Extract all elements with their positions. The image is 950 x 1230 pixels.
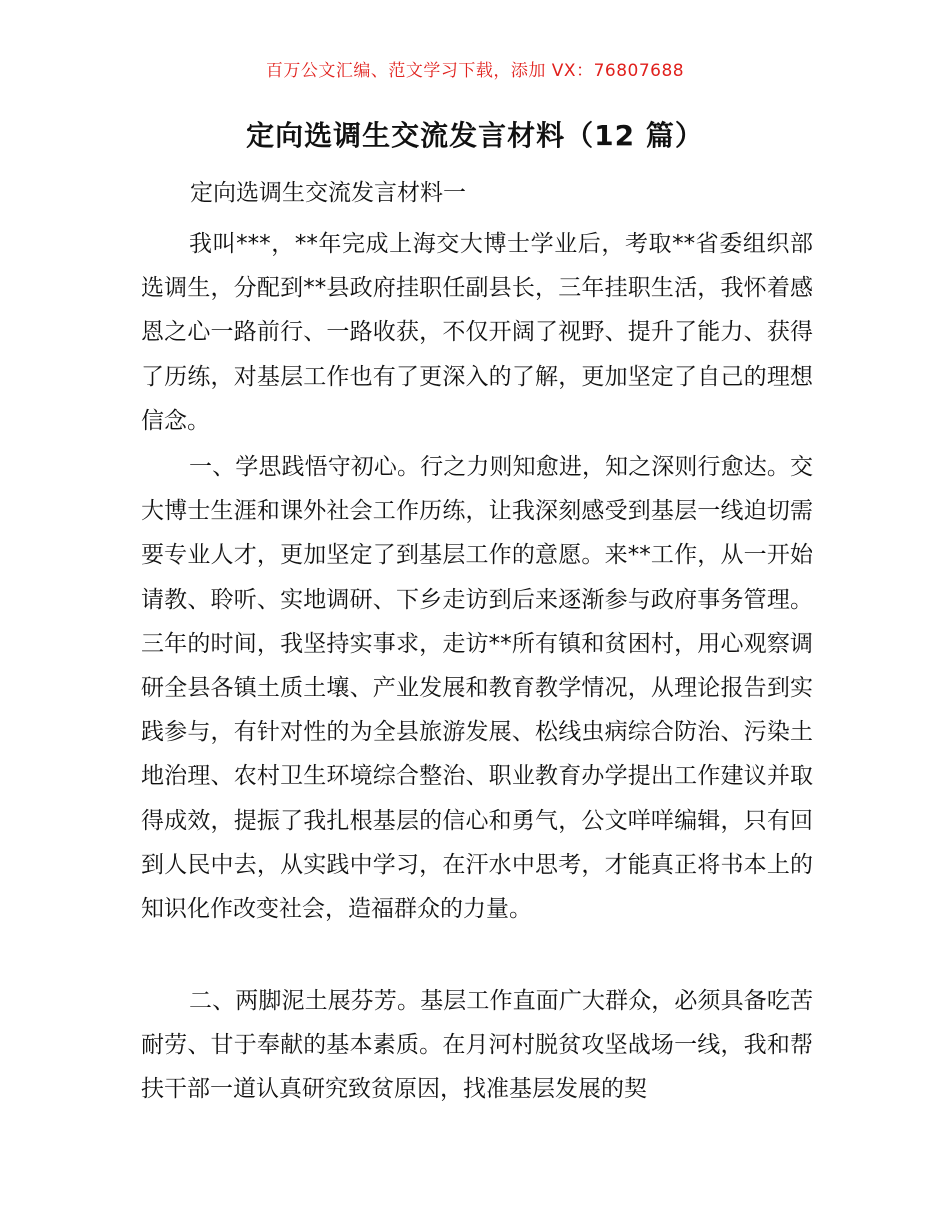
paragraph-section-two: 二、两脚泥土展芬芳。基层工作直面广大群众，必须具备吃苦耐劳、甘于奉献的基本素质。在月河村脱贫攻坚战场一线，我和帮扶干部一道认真研究致贫原因，找准基层发展的契 [141, 988, 813, 1103]
header-banner: 百万公文汇编、范文学习下载，添加 VX：76807688 [265, 61, 685, 81]
paragraph-section-one: 一、学思践悟守初心。行之力则知愈进，知之深则行愈达。交大博士生涯和课外社会工作历练，让我深刻感受到基层一线迫切需要专业人才，更加坚定了到基层工作的意愿。来**工作，从一开始请教、聆听、实地调研、下乡走访到后来逐渐参与政府事务管理。三年的时间，我坚持实事求，走访**所有镇和贫困村，用心观察调研全县各镇土质土壤、产业发展和教育教学情况，从理论报告到实践参与，有针对性的为全县旅游发展、松线虫病综合防治、污染土地治理、农村卫生环境综合整治、职业教育办学提出工作建议并取得成效，提振了我扎根基层的信心和勇气，公文咩咩编辑，只有回到人民中去，从实践中学习，在汗水中思考，才能真正将书本上的知识化作改变社会，造福群众的力量。 [141, 454, 813, 923]
page-title: 定向选调生交流发言材料（12 篇） [246, 119, 704, 152]
section-subtitle: 定向选调生交流发言材料一 [190, 180, 466, 206]
paragraph-intro: 我叫***，**年完成上海交大博士学业后，考取**省委组织部选调生，分配到**县政府挂职任副县长，三年挂职生活，我怀着感恩之心一路前行、一路收获，不仅开阔了视野、提升了能力、获得了历练，对基层工作也有了更深入的了解，更加坚定了自己的理想信念。 [141, 231, 813, 434]
